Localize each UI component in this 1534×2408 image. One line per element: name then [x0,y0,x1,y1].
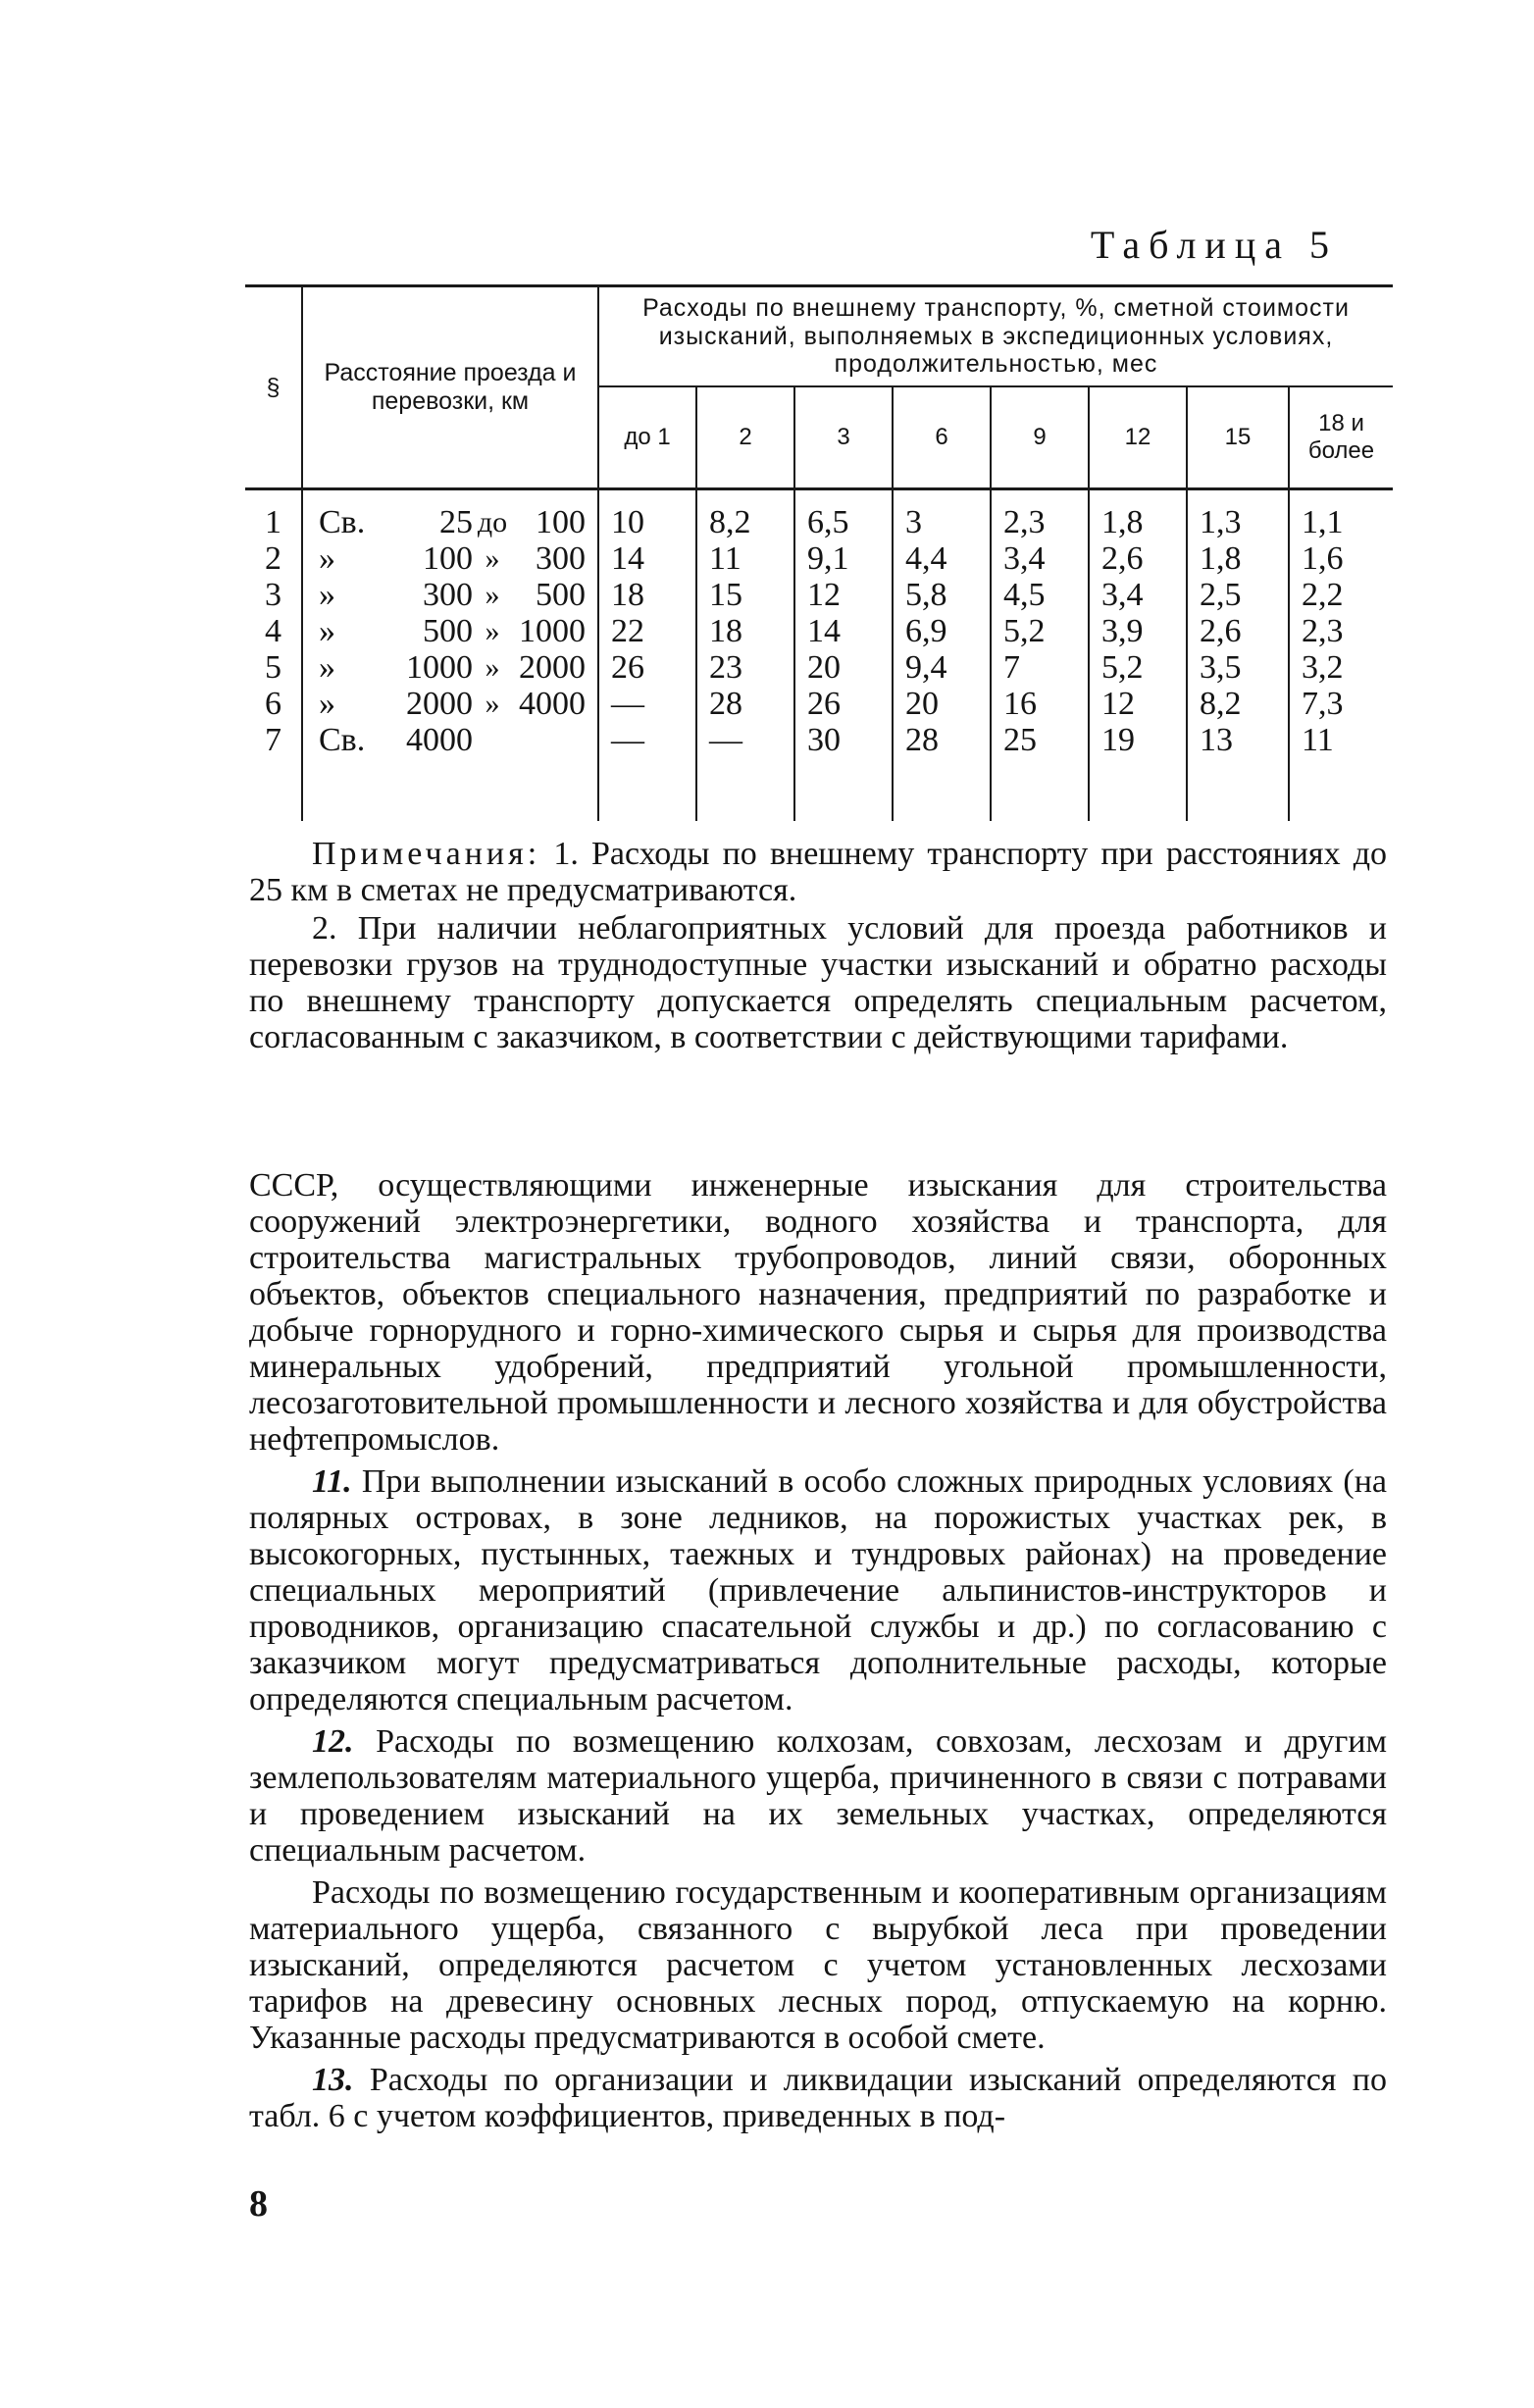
cost-value: 11 [709,540,741,577]
cost-value: 3 [905,504,922,540]
distance-range [319,613,593,649]
distance-range [319,649,593,686]
cost-value: 22 [611,613,644,649]
distance-to [512,722,586,758]
distance-range [319,722,593,758]
header-section-symbol: § [245,286,302,489]
cost-value: 14 [807,613,841,649]
distance-sep: » [485,579,500,611]
page-number: 8 [249,2183,268,2225]
values-column-1 [598,489,696,822]
cost-value: 18 [709,613,742,649]
header-distance: Расстояние проезда и перевозки, км [302,286,598,489]
row-number: 5 [265,649,281,686]
cost-value: 23 [709,649,742,686]
paragraph-12 [249,1723,1387,1869]
cost-value: 30 [807,722,841,758]
cost-value: 3,9 [1101,613,1144,649]
cost-value: 3,2 [1302,649,1344,686]
header-duration-7: 15 [1187,386,1289,489]
paragraph-11 [249,1463,1387,1717]
row-number: 1 [265,504,281,540]
cost-value: 8,2 [709,504,751,540]
distance-column [302,489,598,822]
header-duration-8: 18 и более [1289,386,1393,489]
note-1: 1. Расходы по внешнему транспорту при расстояниях до 25 км в сметах не предусматриваются. [249,836,1387,908]
distance-to: 100 [536,504,586,540]
cost-value: 12 [807,577,841,613]
distance-range [319,577,593,613]
cost-value: 1,1 [1302,504,1344,540]
values-column-2 [696,489,794,822]
transport-costs-table [245,284,1393,821]
cost-value: 6,9 [905,613,947,649]
cost-value: 25 [1003,722,1037,758]
cost-value: 26 [807,686,841,722]
distance-to: 1000 [519,613,586,649]
cost-value: 2,3 [1302,613,1344,649]
distance-prefix: » [319,540,335,577]
distance-prefix: » [319,686,335,722]
values-column-4 [893,489,991,822]
values-column-6 [1089,489,1187,822]
cost-value: 28 [905,722,939,758]
cost-value: 7 [1003,649,1020,686]
paragraph-11-text: При выполнении изысканий в особо сложных природных условиях (на полярных островах, в зоне ледников, на порожистых участках рек, в высокогорных, пустынных, таежных и тундровых районах) на проведение специальных мероприятий (привлечение альпинистов-инструкторов и проводников, организацию спасательной службы и др.) по согласованию с заказчиком могут предусматриваться дополнительные расходы, которые определяются специальным расчетом. [249,1463,1388,1717]
distance-from: 300 [423,577,473,613]
distance-from: 100 [423,540,473,577]
distance-range [319,540,593,577]
cost-value: 9,4 [905,649,947,686]
cost-value: 3,5 [1200,649,1242,686]
cost-value: 15 [709,577,742,613]
cost-value: 28 [709,686,742,722]
distance-from: 4000 [406,722,473,758]
values-column-5 [991,489,1089,822]
cost-value: 20 [905,686,939,722]
cost-value: 3,4 [1101,577,1144,613]
distance-sep: до [477,506,508,538]
main-text [249,1167,1387,2140]
distance-sep [473,722,512,758]
paragraph-12-text: Расходы по возмещению колхозам, совхозам, лесхозам и другим землепользователям материального ущерба, причиненного в связи с потравами и проведением изысканий на их земельных участках, определяются специальным расчетом. [249,1723,1388,1869]
distance-prefix: Св. [319,504,366,540]
distance-from: 500 [423,613,473,649]
distance-prefix: » [319,577,335,613]
header-duration-1: до 1 [598,386,696,489]
cost-value: 16 [1003,686,1037,722]
paragraph-13 [249,2062,1387,2134]
distance-prefix: » [319,649,335,686]
cost-value: 7,3 [1302,686,1344,722]
cost-value: 9,1 [807,540,849,577]
paragraph-continuation: СССР, осуществляющими инженерные изыскания для строительства сооружений электроэнергетики, водного хозяйства и транспорта, для строительства магистральных трубопроводов, линий связи, оборонных объектов, объектов специального назначения, предприятий по разработке и добыче горнорудного и горно-химического сырья и сырья для производства минеральных удобрений, предприятий угольной промышленности, лесозаготовительной промышленности и лесного хозяйства и для обустройства нефтепромыслов. [249,1167,1387,1458]
cost-value: 6,5 [807,504,849,540]
cost-value: 2,3 [1003,504,1046,540]
row-number: 2 [265,540,281,577]
paragraph-13-number: 13. [312,2062,354,2098]
cost-value: 2,5 [1200,577,1242,613]
cost-value: 2,2 [1302,577,1344,613]
paragraph-12-continued: Расходы по возмещению государственным и кооперативным организациям материального ущерба, связанного с вырубкой леса при проведении изысканий, определяются расчетом с учетом установленных лесхозами тарифов на древесину основных лесных пород, отпускаемую на корню. Указанные расходы предусматриваются в особой смете. [249,1874,1387,2056]
header-duration-6: 12 [1089,386,1187,489]
cost-value: 19 [1101,722,1135,758]
header-duration-4: 6 [893,386,991,489]
distance-range [319,504,593,540]
cost-value: 5,8 [905,577,947,613]
cost-value: 20 [807,649,841,686]
distance-to: 300 [536,540,586,577]
cost-value: 4,4 [905,540,947,577]
row-number: 3 [265,577,281,613]
section-number-column [245,489,302,822]
cost-value: 26 [611,649,644,686]
distance-range [319,686,593,722]
distance-sep: » [485,688,500,720]
cost-value: 8,2 [1200,686,1242,722]
distance-to: 500 [536,577,586,613]
values-column-8 [1289,489,1393,822]
paragraph-12-number: 12. [312,1723,354,1760]
cost-value: 14 [611,540,644,577]
cost-value: 11 [1302,722,1334,758]
cost-value: 2,6 [1200,613,1242,649]
values-column-3 [794,489,893,822]
table-caption: Таблица 5 [1090,223,1338,267]
cost-value: — [709,722,742,758]
note-2: 2. При наличии неблагоприятных условий для проезда работников и перевозки грузов на труднодоступные участки изысканий и обратно расходы по внешнему транспорту допускается определять специальным расчетом, согласованным с заказчиком, в соответствии с действующими тарифами. [249,910,1387,1055]
cost-value: — [611,686,644,722]
header-duration-5: 9 [991,386,1089,489]
table-notes [249,836,1387,1055]
distance-sep: » [485,651,500,684]
cost-value: 18 [611,577,644,613]
values-column-7 [1187,489,1289,822]
header-costs-group: Расходы по внешнему транспорту, %, сметной стоимости изысканий, выполняемых в экспедиционных условиях, продолжительностью, мес [598,286,1393,387]
cost-value: 1,8 [1200,540,1242,577]
cost-value: 12 [1101,686,1135,722]
cost-value: 5,2 [1101,649,1144,686]
distance-sep: » [485,542,500,575]
distance-from: 1000 [406,649,473,686]
cost-value: 2,6 [1101,540,1144,577]
header-duration-3: 3 [794,386,893,489]
distance-prefix: » [319,613,335,649]
cost-value: 3,4 [1003,540,1046,577]
distance-to: 4000 [519,686,586,722]
cost-value: 4,5 [1003,577,1046,613]
row-number: 6 [265,686,281,722]
distance-to: 2000 [519,649,586,686]
cost-value: 13 [1200,722,1233,758]
header-duration-2: 2 [696,386,794,489]
cost-value: 1,3 [1200,504,1242,540]
paragraph-11-number: 11. [312,1463,352,1500]
row-number: 7 [265,722,281,758]
cost-value: 5,2 [1003,613,1046,649]
distance-from: 25 [439,504,473,540]
cost-value: 1,6 [1302,540,1344,577]
cost-value: 10 [611,504,644,540]
cost-value: — [611,722,644,758]
distance-from: 2000 [406,686,473,722]
paragraph-13-text: Расходы по организации и ликвидации изысканий определяются по табл. 6 с учетом коэффициентов, приведенных в под- [249,2062,1387,2134]
row-number: 4 [265,613,281,649]
distance-sep: » [485,615,500,647]
distance-prefix: Св. [319,722,366,758]
cost-value: 1,8 [1101,504,1144,540]
notes-label: Примечания: [312,836,541,872]
